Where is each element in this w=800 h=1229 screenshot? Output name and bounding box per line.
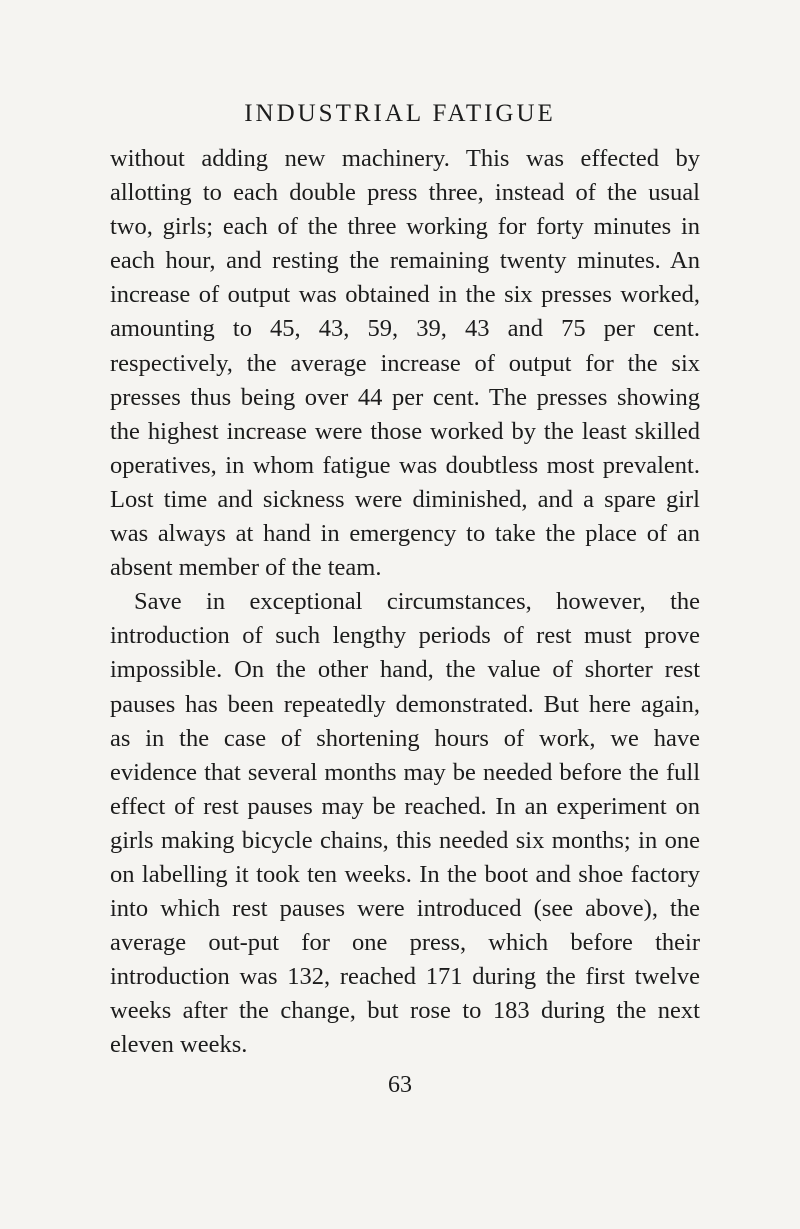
paragraph-continued: without adding new machinery. This was effected by allotting to each double press three, instead of the usual two, girls; each of the three working for forty minutes in each hour, and resting the remaining twenty minutes. An increase of output was obtained in the six presses worked, amounting to 45, 43, 59, 39, 43 and 75 per cent. respectively, the average increase of output for the six presses thus being over 44 per cent. The presses showing the highest increase were those worked by the least skilled operatives, in whom fatigue was doubtless most prevalent. Lost time and sickness were diminished, and a spare girl was always at hand in emergency to take the place of an absent member of the team. <box>110 145 700 582</box>
body-text <box>110 142 700 1063</box>
page-number: 63 <box>388 1072 412 1098</box>
paragraph: Save in exceptional circumstances, however, the introduction of such lengthy periods of rest must prove impossible. On the other hand, the value of shorter rest pauses has been repeatedly demonstrated. But here again, as in the case of shortening hours of work, we have evidence that several months may be needed before the full effect of rest pauses may be reached. In an experiment on girls making bicycle chains, this needed six months; in one on labelling it took ten weeks. In the boot and shoe factory into which rest pauses were introduced (see above), the average out-put for one press, which before their introduction was 132, reached 171 during the first twelve weeks after the change, but rose to 183 during the next eleven weeks. <box>110 588 700 1059</box>
running-head: INDUSTRIAL FATIGUE <box>244 100 556 127</box>
